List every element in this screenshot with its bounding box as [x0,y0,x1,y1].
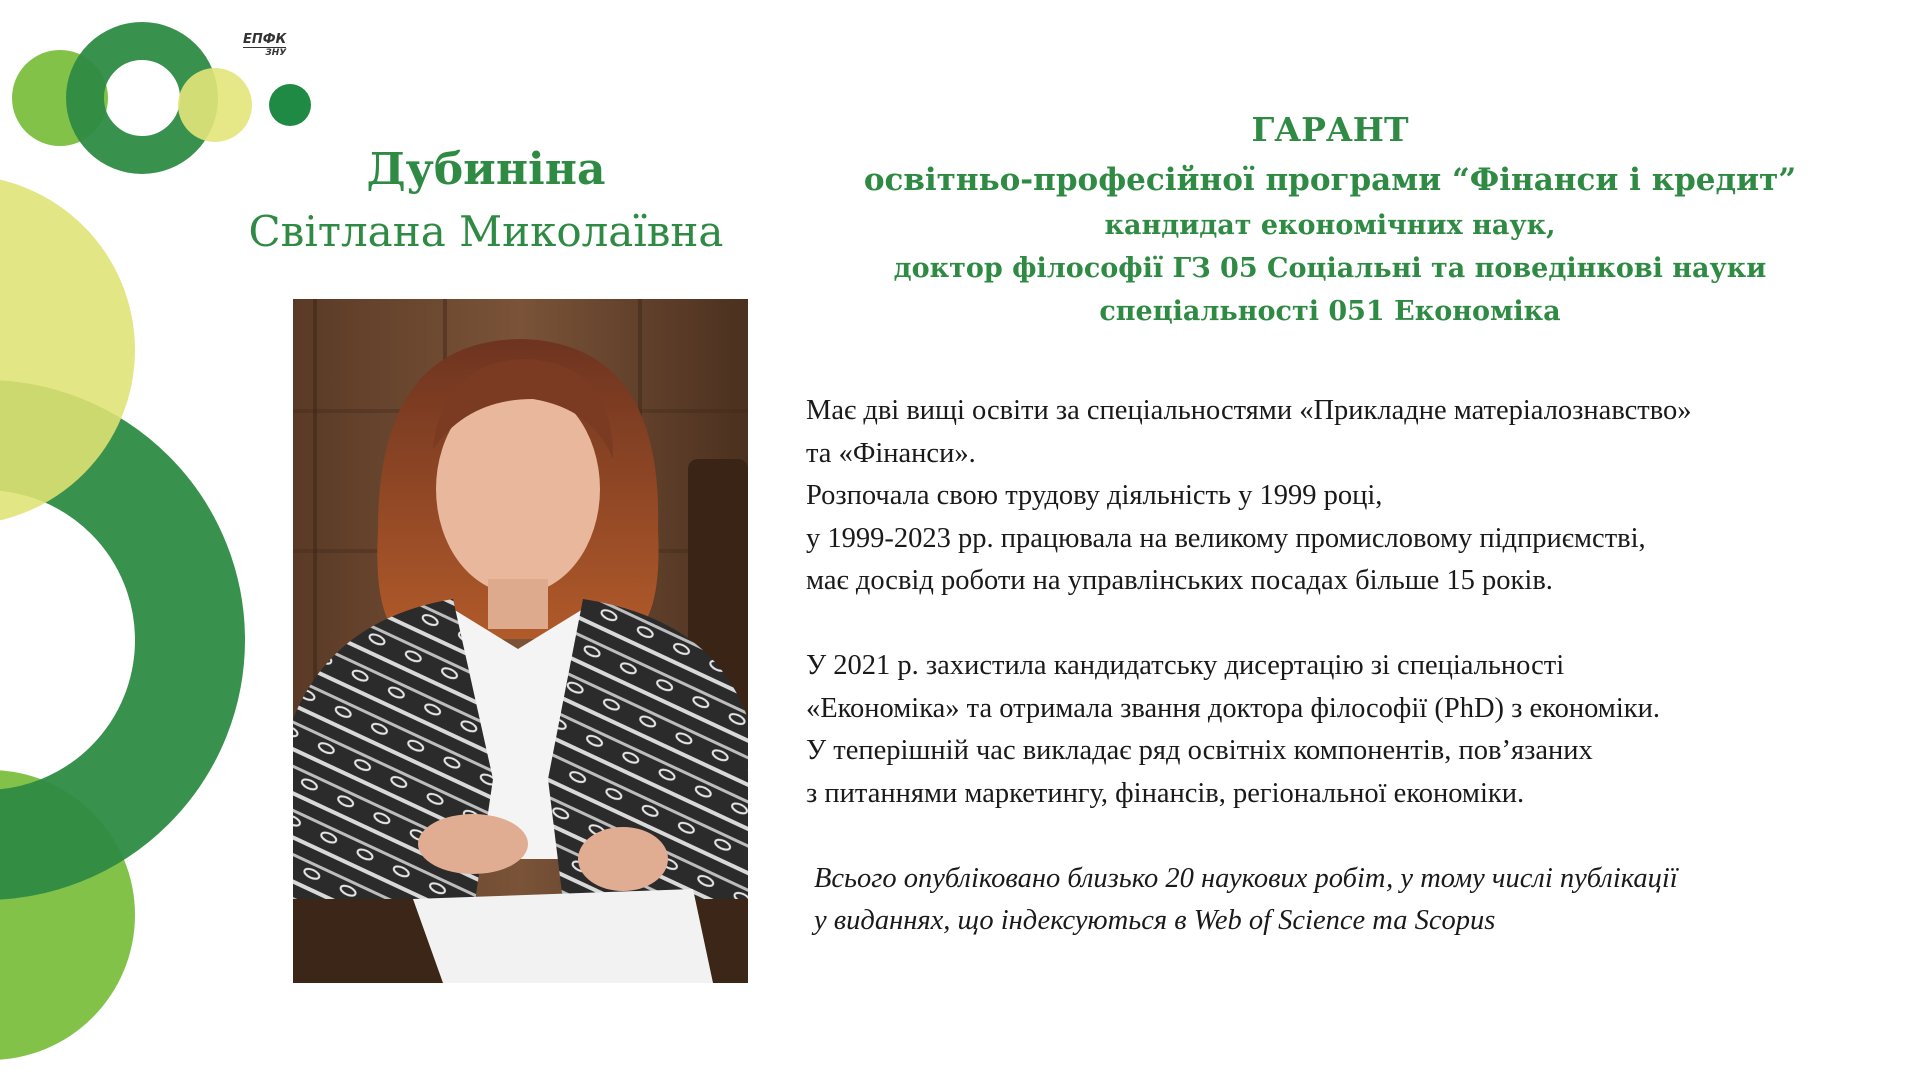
bio-line: має досвід роботи на управлінських посадах більше 15 років. [806,565,1553,596]
logo-circle-yellow [178,68,252,142]
program-title: освітньо-професійної програми “Фінанси і кредит” [863,162,1797,198]
bio-line: Розпочала свою трудову діяльність у 1999 році, [806,480,1383,511]
degree-line-2: доктор філософії ГЗ 05 Соціальні та поведінкові науки [893,253,1767,284]
person-name [236,140,736,264]
bio-line: та «Фінанси». [806,437,976,469]
logo-text [243,33,286,58]
bio-line: Всього опубліковано близько 20 наукових робіт, у тому числі публікації [814,862,1678,894]
bio-line: у 1999-2023 рр. працювала на великому промисловому підприємстві, [806,522,1646,554]
bio-line: У 2021 р. захистила кандидатську дисертацію зі спеціальності [806,650,1565,681]
bio-paragraph-2 [806,645,1866,815]
bio-paragraph-publications [806,858,1866,943]
degree-line-1: кандидат економічних наук, [1104,210,1556,241]
bio-line: Має дві вищі освіти за спеціальностями «Прикладне матеріалознавство» [806,395,1692,426]
logo-line-2: ЗНУ [265,48,287,58]
biography [806,390,1866,943]
portrait-illustration [293,299,748,983]
bio-paragraph-1 [806,390,1866,603]
guarantor-title: ГАРАНТ [1251,110,1409,149]
surname: Дубиніна [366,144,606,195]
logo-line-1: ЕПФК [243,32,287,47]
bio-line: у виданнях, що індексуються в Web of Science та Scopus [814,905,1496,936]
logo-dot-green [269,84,311,126]
given-names: Світлана Миколаївна [248,207,724,256]
title-block [800,104,1860,333]
portrait-photo [293,299,748,983]
degree-line-3: спеціальності 051 Економіка [1099,296,1561,327]
bio-line: з питаннями маркетингу, фінансів, регіональної економіки. [806,777,1525,809]
bio-line: У теперішній час викладає ряд освітніх компонентів, пов’язаних [806,735,1593,766]
bio-line: «Економіка» та отримала звання доктора філософії (PhD) з економіки. [806,692,1660,724]
